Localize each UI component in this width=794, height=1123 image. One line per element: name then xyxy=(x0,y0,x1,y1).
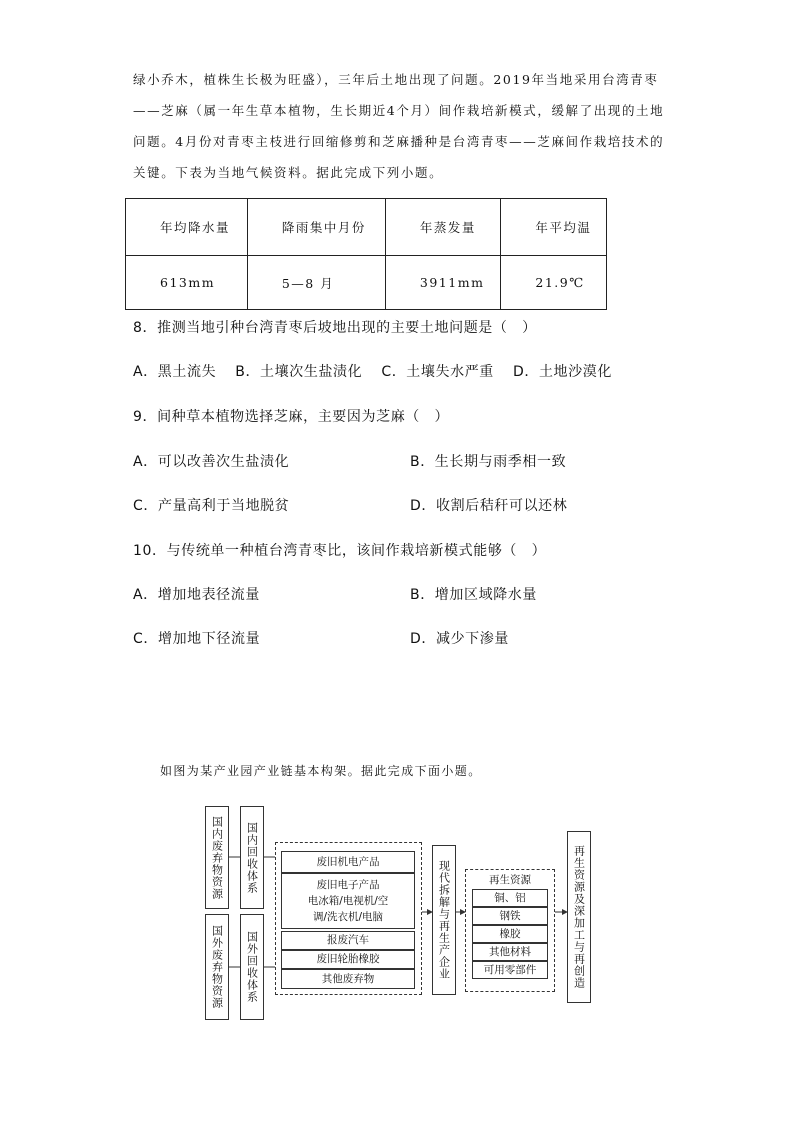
renewable-item: 可用零部件 xyxy=(472,961,548,979)
dismantling-enterprise: 现代拆解与再生产企业 xyxy=(432,845,456,995)
table-cell: 21.9℃ xyxy=(501,256,607,310)
renewable-item: 橡胶 xyxy=(472,925,548,943)
waste-item: 废旧电子产品 电冰箱/电视机/空 调/洗衣机/电脑 xyxy=(281,873,415,929)
waste-item: 废旧轮胎橡胶 xyxy=(281,950,415,969)
renewable-title: 再生资源 xyxy=(489,874,531,886)
waste-item: 报废汽车 xyxy=(281,931,415,950)
foreign-recycling-system: 国外回收体系 xyxy=(240,914,264,1020)
waste-item: 废旧机电产品 xyxy=(281,851,415,873)
option[interactable]: A．黑土流失 xyxy=(133,364,217,380)
table-cell: 5—8 月 xyxy=(247,256,385,310)
renewable-item: 铜、铝 xyxy=(472,889,548,907)
option[interactable]: B．增加区域降水量 xyxy=(410,587,538,603)
question-9-stem: 9．间种草本植物选择芝麻，主要因为芝麻（ ） xyxy=(133,409,450,425)
option[interactable]: C．土壤失水严重 xyxy=(381,364,494,380)
option[interactable]: D．土地沙漠化 xyxy=(512,364,612,380)
table-cell: 613mm xyxy=(126,256,248,310)
table-header-cell: 年蒸发量 xyxy=(385,199,500,256)
option[interactable]: C．增加地下径流量 xyxy=(133,631,261,647)
option[interactable]: A．可以改善次生盐渍化 xyxy=(133,454,290,470)
question-10-stem: 10．与传统单一种植台湾青枣比，该间作栽培新模式能够（ ） xyxy=(133,543,547,559)
domestic-recycling-system: 国内回收体系 xyxy=(240,806,264,909)
option[interactable]: B．土壤次生盐渍化 xyxy=(235,364,363,380)
diagram-intro: 如图为某产业园产业链基本构架。据此完成下面小题。 xyxy=(160,764,482,778)
option[interactable]: A．增加地表径流量 xyxy=(133,587,260,603)
question-8-stem: 8．推测当地引种台湾青枣后坡地出现的主要土地问题是（ ） xyxy=(133,320,537,336)
waste-item: 其他废弃物 xyxy=(281,969,415,989)
option[interactable]: D．减少下渗量 xyxy=(410,631,509,647)
renewable-item: 其他材料 xyxy=(472,943,548,961)
option[interactable]: D．收割后秸秆可以还林 xyxy=(410,498,568,514)
foreign-waste-source: 国外废弃物资源 xyxy=(205,914,229,1020)
option[interactable]: B．生长期与雨季相一致 xyxy=(410,454,567,470)
final-processing: 再生资源及深加工与再创造 xyxy=(567,831,591,1003)
table-header-cell: 年平均温 xyxy=(501,199,607,256)
domestic-waste-source: 国内废弃物资源 xyxy=(205,806,229,909)
option[interactable]: C．产量高利于当地脱贫 xyxy=(133,498,290,514)
renewable-item: 钢铁 xyxy=(472,907,548,925)
table-cell: 3911mm xyxy=(385,256,500,310)
table-header-cell: 降雨集中月份 xyxy=(247,199,385,256)
table-header-cell: 年均降水量 xyxy=(126,199,248,256)
passage-text: 绿小乔木，植株生长极为旺盛），三年后土地出现了问题。2019年当地采用台湾青枣——芝麻（属一年生草本植物，生长期近4个月）间作栽培新模式，缓解了出现的土地问题。4月份对青枣主枝进行回缩修剪和芝麻播种是台湾青枣——芝麻间作栽培技术的关键。下表为当地气候资料。据此完成下列小题。 xyxy=(133,72,665,180)
